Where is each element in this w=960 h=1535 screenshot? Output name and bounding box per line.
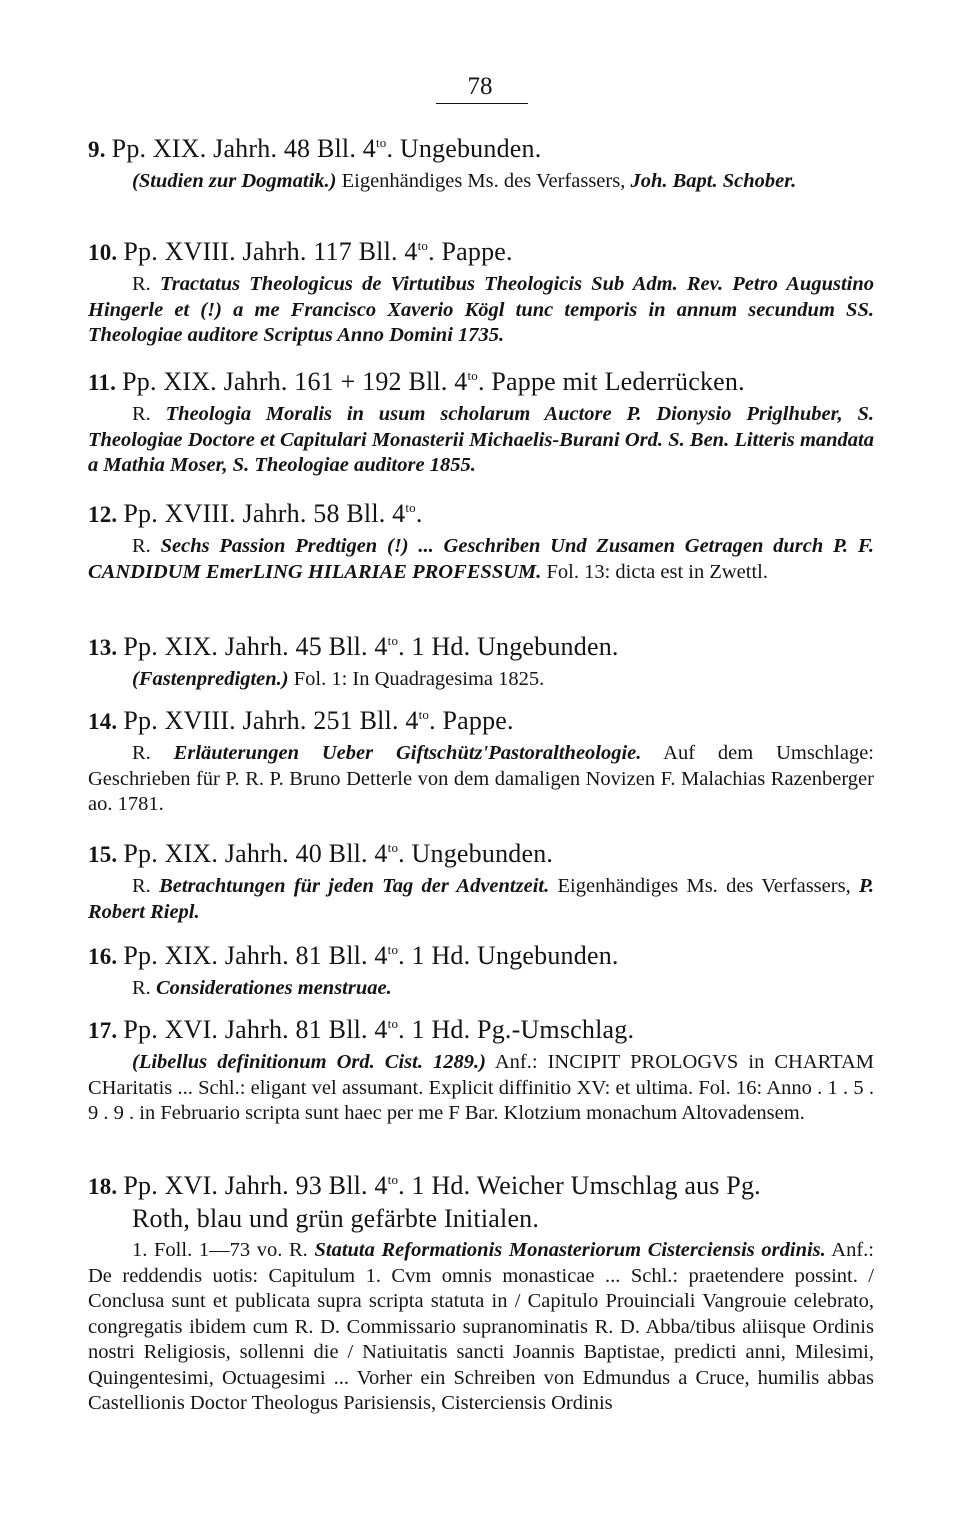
entry-title: Erläuterungen Ueber Giftschütz'Pastoraltheologie. [173,742,642,764]
entry-number: 15. [88,842,118,867]
entry-heading-text: Pp. XVIII. Jahrh. 58 Bll. 4 [123,499,406,528]
catalog-entry-18 [88,1170,874,1417]
entry-heading-tail: . 1 Hd. Pg.-Umschlag. [398,1015,635,1044]
entry-description [88,1238,874,1417]
entry-note-tail: Fol. 13: dicta est in Zwettl. [541,560,768,583]
entry-title: (Studien zur Dogmatik.) [132,170,337,192]
entry-note: R. [132,273,160,295]
page-number: 78 [467,73,493,100]
catalog-entry-12 [88,498,874,585]
entry-number: 17. [88,1018,118,1043]
entry-title: (Libellus definitionum Ord. Cist. 1289.) [132,1051,486,1073]
entry-description [88,534,874,585]
catalog-entry-16 [88,940,874,1002]
entry-heading [88,1014,874,1047]
entry-note: 1. Foll. 1—73 vo. R. [132,1239,315,1261]
entry-heading-text: Pp. XIX. Jahrh. 40 Bll. 4 [123,839,388,868]
format-superscript: to [467,368,478,383]
entry-heading-tail: . 1 Hd. Weicher Umschlag aus Pg. [398,1171,761,1200]
format-superscript: to [418,707,430,722]
entry-title: Statuta Reformationis Monasteriorum Cisterciensis ordinis. [314,1239,826,1261]
entry-note: R. [132,977,156,999]
entry-heading [88,631,874,664]
entry-author: P. Robert Riepl. [88,875,874,923]
entry-number: 13. [88,635,118,660]
entry-number: 18. [88,1174,118,1199]
entry-heading-text: Pp. XVIII. Jahrh. 251 Bll. 4 [123,706,419,735]
catalog-entry-17 [88,1014,874,1127]
entry-heading-text: Pp. XVIII. Jahrh. 117 Bll. 4 [123,237,418,266]
entry-heading-text: Pp. XIX. Jahrh. 81 Bll. 4 [123,941,388,970]
entry-description [88,1050,874,1127]
entry-heading [88,366,874,399]
entry-heading-text: Pp. XVI. Jahrh. 93 Bll. 4 [123,1171,388,1200]
entry-heading-text: Pp. XVI. Jahrh. 81 Bll. 4 [123,1015,388,1044]
entry-description [88,272,874,349]
entry-heading [88,498,874,531]
entry-heading-continuation: Roth, blau und grün gefärbte Initialen. [132,1204,540,1233]
entry-number: 10. [88,240,118,265]
entry-title: (Fastenpredigten.) [132,668,289,690]
entry-description [88,874,874,925]
format-superscript: to [417,238,429,253]
entry-heading-text: Pp. XIX. Jahrh. 45 Bll. 4 [123,632,388,661]
entry-description [88,976,874,1002]
format-superscript: to [387,840,399,855]
entry-author: Joh. Bapt. Schober. [630,170,797,192]
entry-description [88,169,874,195]
entry-heading-tail: . 1 Hd. Ungebunden. [398,941,619,970]
format-superscript: to [387,942,399,957]
entry-description [88,741,874,818]
catalog-entry-15 [88,838,874,925]
format-superscript: to [387,1172,399,1187]
entry-title: Sechs Passion Predtigen (!) ... Geschriben Und Zusamen Getragen durch P. F. CANDIDUM EmerLING HILARIAE PROFESSUM. [88,535,874,583]
entry-note: Eigenhändiges Ms. des Verfassers, [336,170,631,192]
entry-note-tail: Eigenhändiges Ms. des Verfassers, [549,875,859,897]
entry-note: Fol. 1: In Quadragesima 1825. [288,668,545,690]
entry-note: Anf.: INCIPIT PROLOGVS in CHARTAM CHaritatis ... Schl.: eligant vel assumant. Explicit diffinitio XV: et ultima. Fol. 16: Anno . 1 . 5 . 9 . 9 . in Februario scripta sunt haec per me F Bar. Klotzium monachum Altovadensem. [88,1051,874,1124]
entry-title: Considerationes menstruae. [155,977,392,999]
format-superscript: to [375,135,387,150]
catalog-entry-9 [88,133,874,195]
entry-heading-tail: . Pappe mit Lederrücken. [477,367,745,396]
entry-note: R. [132,875,160,897]
format-superscript: to [387,633,399,648]
entry-number: 14. [88,709,118,734]
catalog-entry-14 [88,705,874,818]
entry-note: R. [132,742,174,764]
entry-description [88,667,874,693]
entry-heading-tail: . Ungebunden. [386,134,542,163]
catalog-entry-10 [88,236,874,349]
entry-heading-tail: . [415,499,423,528]
entry-note-tail: Anf.: De reddendis uotis: Capitulum 1. Cvm omnis monasticae ... Schl.: praetendere possint. / Conclusa sunt et publicata supra scripta statuta in / Capitulo Prouinciali Vangrouie celebrato, congregatis ibidem cum R. D. Commissario supranominatis R. D. Abba/tibus aliisque Ordinis nostri Religiosis, sollenni die / Natiuitatis sancti Joannis Baptistae, predicti anni, Milesimi, Quingentesimi, Octuagesimi ... Vorher ein Schreiben von Edmundus a Cruce, humilis abbas Castellionis Doctor Theologus Parisiensis, Cisterciensis Ordinis [88,1239,875,1414]
entry-heading [88,1170,874,1235]
catalog-entry-13 [88,631,874,693]
entry-title: Betrachtungen für jeden Tag der Adventzeit. [159,875,550,897]
page-number-rule [436,103,528,104]
entry-heading [88,236,874,269]
entry-heading-tail: . Ungebunden. [398,839,554,868]
entry-heading [88,705,874,738]
entry-number: 16. [88,944,118,969]
entry-note: R. [132,535,161,557]
entry-number: 9. [88,137,106,162]
entry-note: R. [132,403,166,425]
entry-heading-tail: . Pappe. [428,237,513,266]
entry-title: Theologia Moralis in usum scholarum Auctore P. Dionysio Priglhuber, S. Theologiae Doctore et Capitulari Monasterii Michaelis-Burani Ord. S. Ben. Litteris mandata a Mathia Moser, S. Theologiae auditore 1855. [88,403,874,476]
entry-description [88,402,874,479]
entry-note-tail: Auf dem Umschlage: Geschrieben für P. R. P. Bruno Detterle von dem damaligen Novizen F. Malachias Razenberger ao. 1781. [88,742,874,815]
format-superscript: to [387,1016,399,1031]
format-superscript: to [405,500,416,515]
catalog-entry-11 [88,366,874,479]
entry-heading [88,940,874,973]
entry-heading [88,838,874,871]
entry-title: Tractatus Theologicus de Virtutibus Theologicis Sub Adm. Rev. Petro Augustino Hingerle et (!) a me Francisco Xaverio Kögl tunc temporis in annum secundum SS. Theologiae auditore Scriptus Anno Domini 1735. [88,273,874,346]
entry-heading-tail: . 1 Hd. Ungebunden. [398,632,619,661]
entry-number: 11. [88,370,117,395]
entry-number: 12. [88,502,118,527]
entry-heading [88,133,874,166]
entry-heading-tail: . Pappe. [429,706,514,735]
entry-heading-text: Pp. XIX. Jahrh. 161 + 192 Bll. 4 [122,367,468,396]
entry-heading-text: Pp. XIX. Jahrh. 48 Bll. 4 [111,134,376,163]
